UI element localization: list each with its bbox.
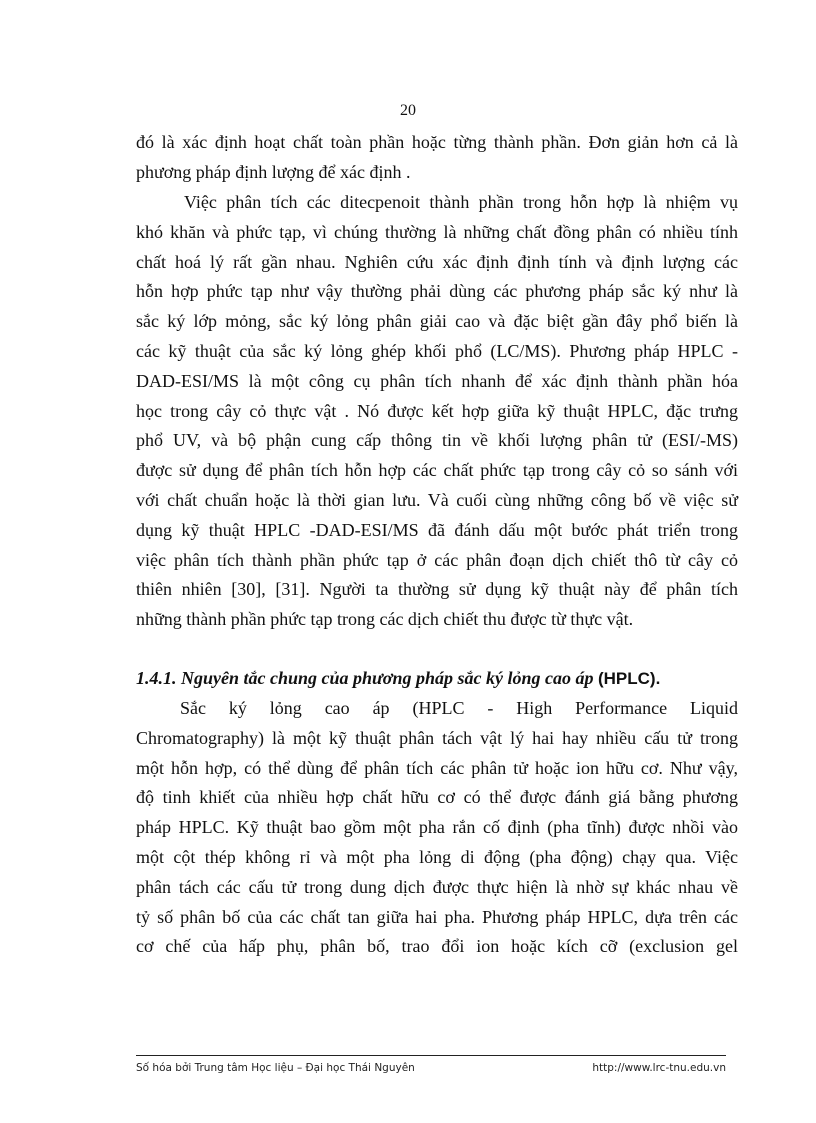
text-line: sắc ký lớp mỏng, sắc ký lỏng phân giải cao và đặc biệt gần đây phổ biến là [136,311,738,332]
text-line: DAD-ESI/MS là một công cụ phân tích nhanh để xác định thành phần hóa [136,370,738,391]
heading-line [136,664,738,694]
text-line: phương pháp định lượng để xác định . [136,161,411,182]
text-line: Chromatography) là một kỹ thuật phân tách vật lý hai hay nhiều cấu tử trong [136,727,738,748]
text-line: với chất chuẩn hoặc là thời gian lưu. Và cuối cùng những công bố về việc sử [136,489,738,510]
text-line: được sử dụng để phân tích hỗn hợp các chất phức tạp trong cây cỏ so sánh với [136,460,738,481]
page-number: 20 [400,102,416,119]
text-line: cơ chế của hấp phụ, phân bố, trao đổi ion hoặc kích cỡ (exclusion gel [136,936,738,957]
page-footer [136,1062,726,1078]
text-line: học trong cây cỏ thực vật . Nó được kết hợp giữa kỹ thuật HPLC, đặc trưng [136,400,738,421]
text-line: tỷ số phân bố của các chất tan giữa hai pha. Phương pháp HPLC, dựa trên các [136,906,738,927]
section-heading [136,664,738,694]
text-line: Việc phân tích các ditecpenoit thành phần trong hỗn hợp là nhiệm vụ [184,192,738,212]
text-line: các kỹ thuật của sắc ký lỏng ghép khối phổ (LC/MS). Phương pháp HPLC - [136,340,738,361]
text-line: phân tách các cấu tử trong dung dịch được thực hiện là nhờ sự khác nhau về [136,876,738,897]
text-line: pháp HPLC. Kỹ thuật bao gồm một pha rắn cố định (pha tĩnh) được nhồi vào [136,817,738,838]
text-line: dụng kỹ thuật HPLC -DAD-ESI/MS đã đánh dấu một bước phát triển trong [136,519,738,540]
paragraph-continuation [136,128,738,188]
text-line: một cột thép không rỉ và một pha lỏng di động (pha động) chạy qua. Việc [136,846,738,867]
heading-abbr: (HPLC). [597,669,661,688]
text-line: độ tinh khiết của nhiều hợp chất hữu cơ có thể được đánh giá bằng phương [136,787,738,808]
text-line: phổ UV, và bộ phận cung cấp thông tin về khối lượng phân tử (ESI/-MS) [136,430,738,451]
text-line: hỗn hợp phức tạp như vậy thường phải dùng các phương pháp sắc ký như là [136,281,738,302]
paragraph-hplc-dad [136,188,738,635]
footer-url: http://www.lrc-tnu.edu.vn [592,1062,726,1074]
footer-credit: Số hóa bởi Trung tâm Học liệu – Đại học Thái Nguyên [136,1062,415,1074]
text-line: thiên nhiên [30], [31]. Người ta thường sử dụng kỹ thuật này để phân tích [136,579,738,600]
footer-divider [136,1055,726,1056]
heading-text: 1.4.1. Nguyên tắc chung của phương pháp sắc ký lỏng cao áp [136,668,598,688]
text-line: chất hoá lý rất gần nhau. Nghiên cứu xác định định tính và định lượng các [136,251,738,272]
text-line: Sắc ký lỏng cao áp (HPLC - High Performance Liquid [180,698,738,718]
text-line: khó khăn và phức tạp, vì chúng thường là những chất đồng phân có nhiều tính [136,221,738,242]
text-line: đó là xác định hoạt chất toàn phần hoặc từng thành phần. Đơn giản hơn cả là [136,132,738,152]
text-line: việc phân tích thành phần phức tạp ở các phân đoạn dịch chiết thô từ cây cỏ [136,549,738,570]
text-line: những thành phần phức tạp trong các dịch chiết thu được từ thực vật. [136,609,634,630]
paragraph-hplc-principle [136,694,738,962]
text-line: một hỗn hợp, có thể dùng để phân tích các phân tử hoặc ion hữu cơ. Như vậy, [136,757,738,778]
